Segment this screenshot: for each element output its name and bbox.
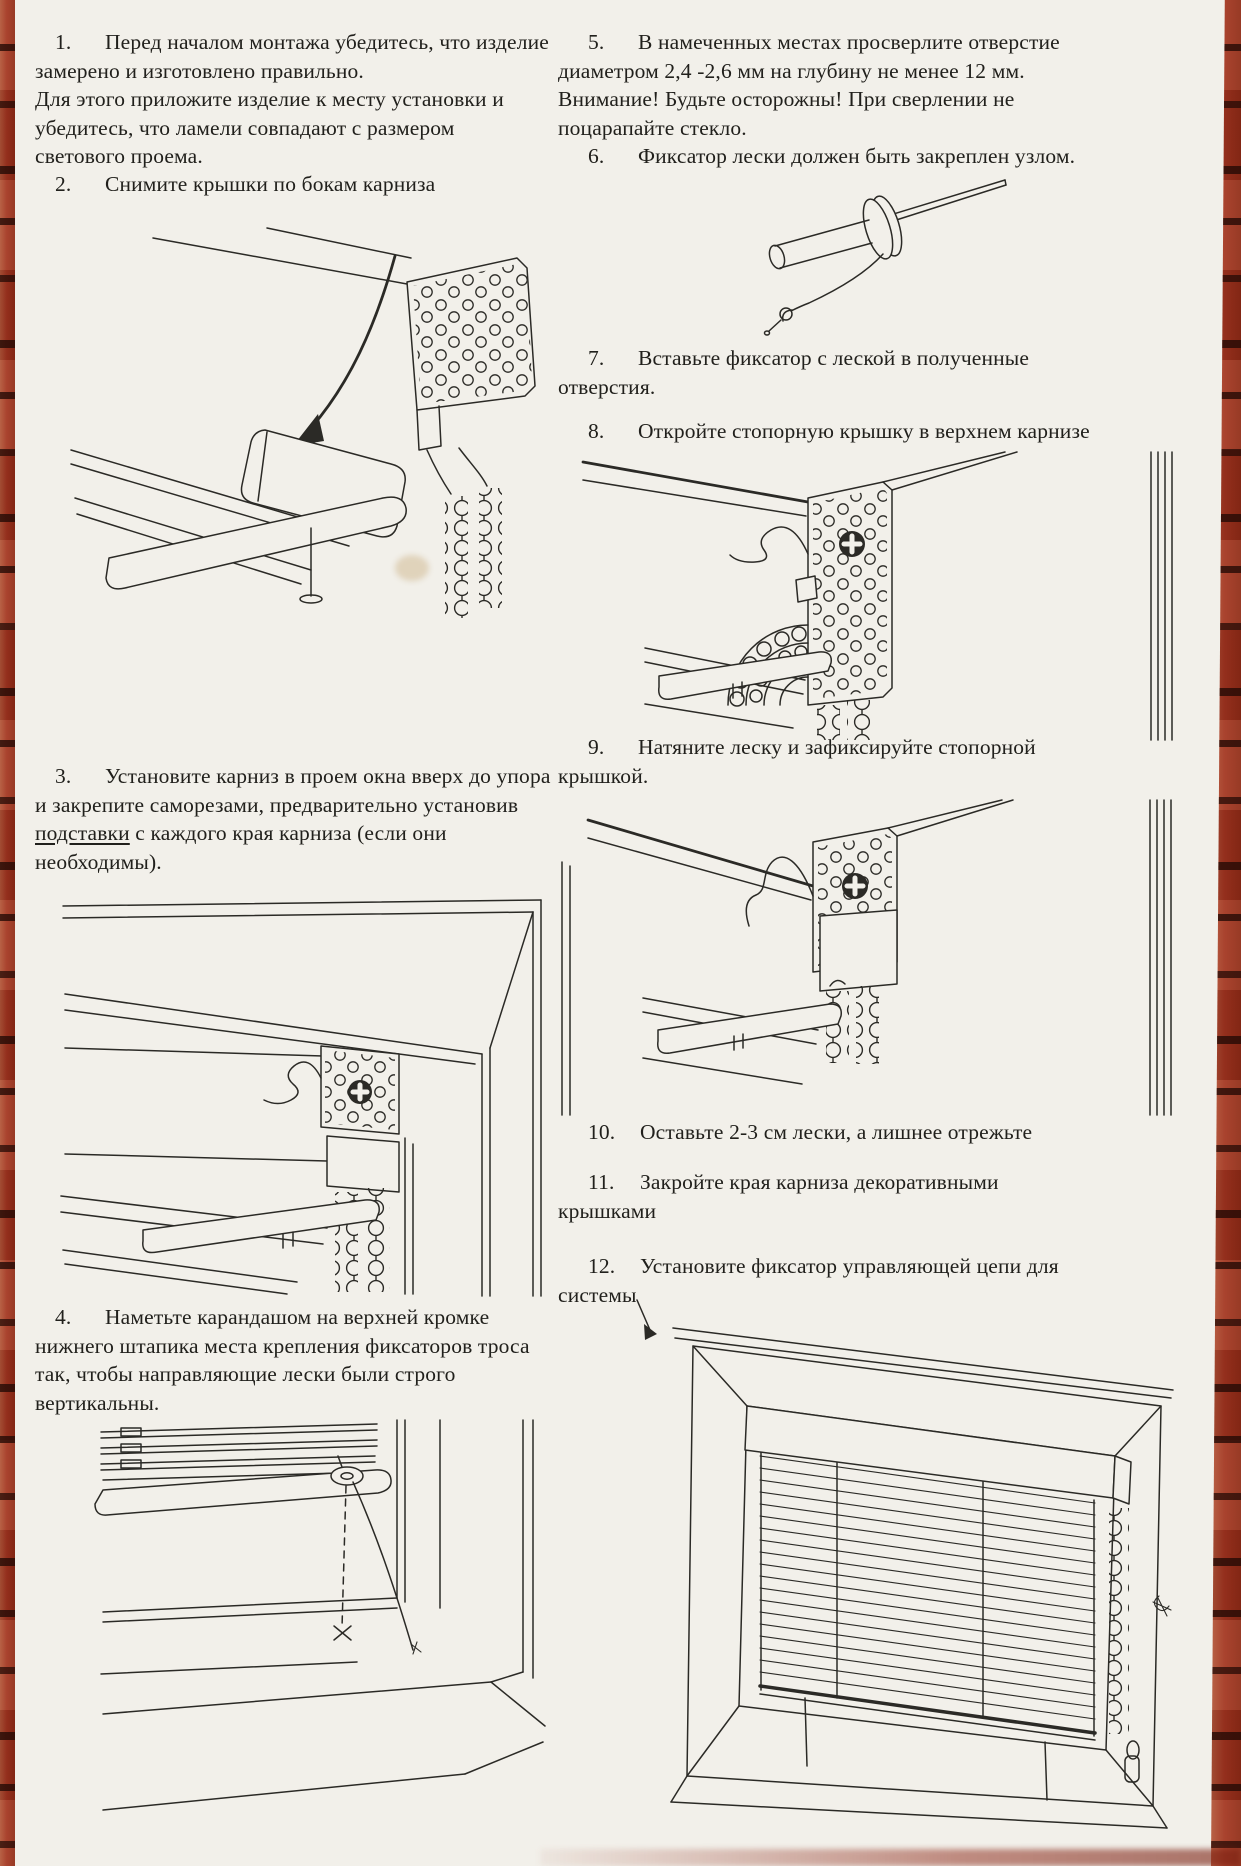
chain-fixator-scribble xyxy=(1153,1596,1171,1616)
window-frame-lines xyxy=(1150,800,1171,1115)
step-text: крышкой. xyxy=(558,763,649,788)
step-text: с каждого края карниза (если они xyxy=(129,821,447,846)
step-text: Снимите крышки по бокам карниза xyxy=(105,172,436,196)
step-text: крышками xyxy=(558,1198,657,1223)
screw-icon xyxy=(839,531,865,557)
step-number: 8. xyxy=(588,419,605,443)
figure-step8-opened-stopper-cover xyxy=(565,452,1220,740)
step-text: нижнего штапика места крепления фиксаторов троса xyxy=(35,1333,530,1358)
step-text: Наметьте карандашом на верхней кромке xyxy=(105,1305,490,1329)
stopper-cover xyxy=(327,1136,399,1192)
step-text: Натяните леску и зафиксируйте стопорной xyxy=(638,735,1036,759)
figure-step9-line-fixed xyxy=(558,800,1220,1115)
figure-step4-marking-positions xyxy=(45,1420,545,1866)
arrow-icon xyxy=(293,256,395,446)
slat xyxy=(658,1004,842,1053)
step-8 xyxy=(558,417,1238,446)
step-number: 3. xyxy=(55,764,72,788)
step-text: замерено и изготовлено правильно. xyxy=(35,58,364,83)
step-11 xyxy=(558,1168,1218,1225)
step-text: диаметром 2,4 -2,6 мм на глубину не менее 12 мм. xyxy=(558,58,1025,83)
bead-chain xyxy=(427,448,502,618)
fishing-line xyxy=(353,1482,413,1650)
step-text: Установите фиксатор управляющей цепи для xyxy=(640,1254,1059,1278)
plumb-dashed-line xyxy=(342,1486,346,1628)
line-fixator xyxy=(331,1456,363,1485)
x-mark xyxy=(334,1626,351,1640)
step-4 xyxy=(35,1303,560,1417)
headrail xyxy=(745,1406,1131,1504)
screw-icon xyxy=(348,1080,372,1104)
step-text: Установите карниз в проем окна вверх до упора xyxy=(105,764,551,788)
step-3 xyxy=(35,762,560,876)
stopper-cover-closed xyxy=(820,910,897,991)
step-text: Фиксатор лески должен быть закреплен узлом. xyxy=(638,144,1076,168)
step-number: 10. xyxy=(588,1120,616,1144)
figure-step2-side-cover-removal xyxy=(55,198,545,633)
step-text: В намеченных местах просверлите отверстие xyxy=(638,30,1060,54)
step-text: Оставьте 2-3 см лески, а лишнее отрежьте xyxy=(640,1120,1033,1144)
figure-step12-window-with-blinds xyxy=(575,1298,1225,1864)
step-2 xyxy=(35,170,555,199)
step-text: Перед началом монтажа убедитесь, что изделие xyxy=(105,30,549,54)
step-text: светового проема. xyxy=(35,144,203,169)
step-number: 9. xyxy=(588,735,605,759)
pointer-arrow-icon xyxy=(637,1300,657,1340)
step-number: 7. xyxy=(588,346,605,370)
step-text: Откройте стопорную крышку в верхнем карнизе xyxy=(638,419,1090,443)
bottom-slat xyxy=(106,497,406,603)
step-7 xyxy=(558,344,1218,401)
step-text: отверстия. xyxy=(558,374,656,399)
fishing-line xyxy=(730,527,808,562)
step-number: 4. xyxy=(55,1305,72,1329)
control-chain xyxy=(1109,1508,1129,1734)
window-frame-lines xyxy=(1151,452,1172,740)
step-text: необходимы). xyxy=(35,849,162,874)
step-number: 6. xyxy=(588,144,605,168)
step-text: вертикальны. xyxy=(35,1390,160,1415)
step-number: 12. xyxy=(588,1254,616,1278)
step-text: Вставьте фиксатор с леской в полученные xyxy=(638,346,1030,370)
brick-border-left xyxy=(0,0,15,1866)
fishing-line-knot xyxy=(765,254,884,335)
underlined-word: подставки xyxy=(35,821,130,846)
step-text: так, чтобы направляющие лески были строго xyxy=(35,1362,456,1387)
step-6 xyxy=(558,142,1238,171)
step-9 xyxy=(558,733,1218,790)
step-text: поцарапайте стекло. xyxy=(558,115,747,140)
screw-icon xyxy=(842,873,868,899)
perforated-bracket xyxy=(407,258,535,450)
step-text: Закройте края карниза декоративными xyxy=(640,1170,999,1194)
step-text: системы xyxy=(558,1282,637,1307)
step-text: Внимание! Будьте осторожны! При сверлении не xyxy=(558,87,1015,112)
step-number: 5. xyxy=(588,30,605,54)
step-text: убедитесь, что ламели совпадают с размером xyxy=(35,115,455,140)
step-number: 11. xyxy=(588,1170,615,1194)
stopper-cover-open xyxy=(796,576,817,602)
fishing-line xyxy=(264,1062,321,1104)
perforated-bracket xyxy=(321,1046,399,1134)
blinds xyxy=(760,1448,1095,1800)
figure-step3-cornice-installed xyxy=(35,898,550,1296)
step-number: 1. xyxy=(55,30,72,54)
step-1 xyxy=(35,28,555,171)
step-10 xyxy=(558,1118,1238,1147)
step-text: Для этого приложите изделие к месту установки и xyxy=(35,87,504,112)
step-5 xyxy=(558,28,1218,142)
fixator-pin xyxy=(767,180,1006,271)
figure-step6-line-fixator xyxy=(735,172,1055,340)
step-text: и закрепите саморезами, предварительно установив xyxy=(35,792,519,817)
step-number: 2. xyxy=(55,172,72,196)
